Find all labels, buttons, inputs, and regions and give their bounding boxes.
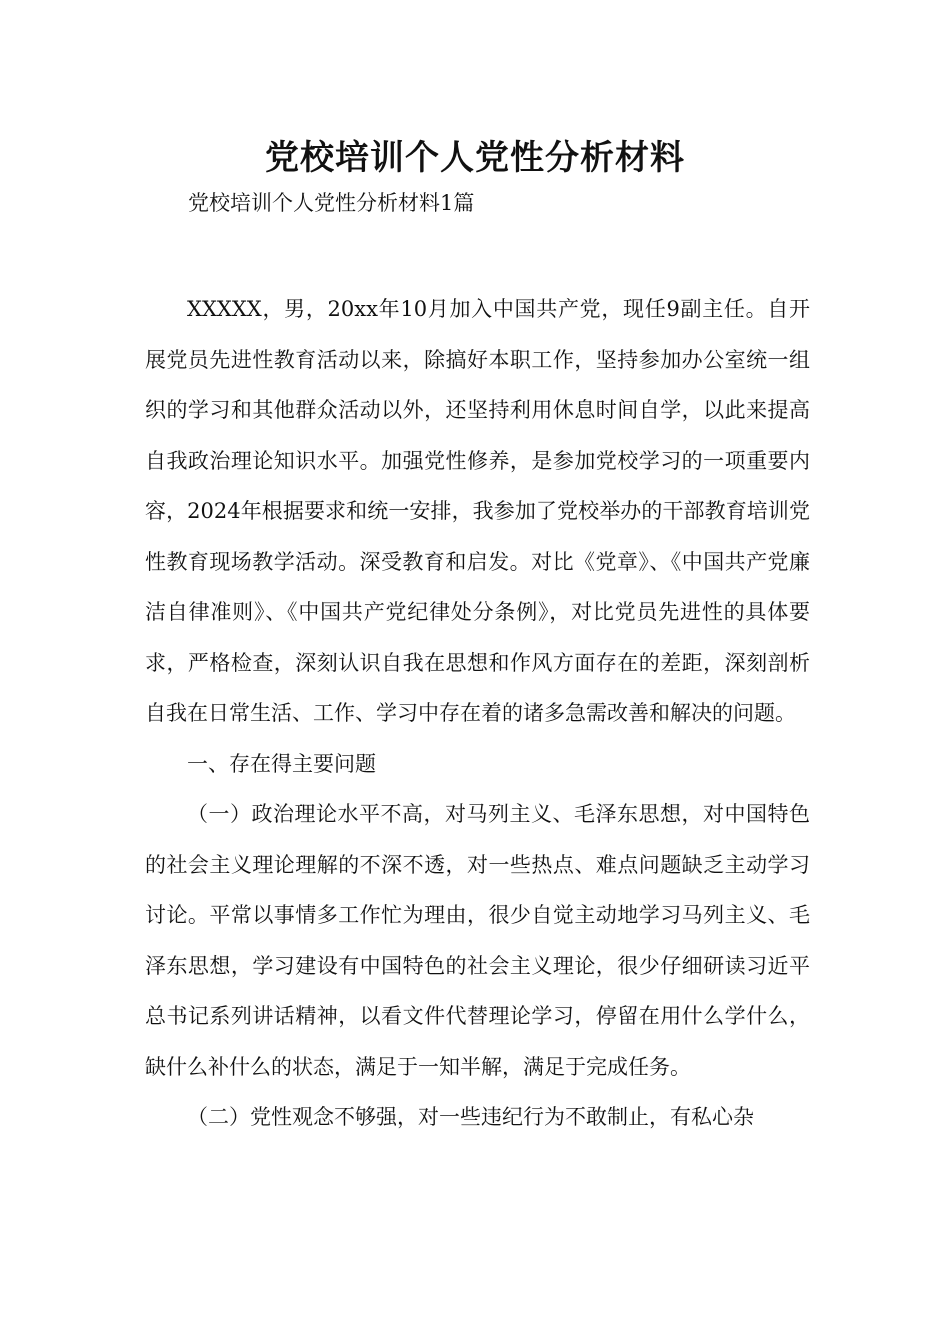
paragraph-issue-1: （一）政治理论水平不高，对马列主义、毛泽东思想，对中国特色的社会主义理论理解的不深不透，对一些热点、难点问题缺乏主动学习讨论。平常以事情多工作忙为理由，很少自觉主动地学习马列主义、毛泽东思想，学习建设有中国特色的社会主义理论，很少仔细研读习近平总书记系列讲话精神，以看文件代替理论学习，停留在用什么学什么，缺什么补什么的状态，满足于一知半解，满足于完成任务。 — [145, 802, 810, 1079]
document-title: 党校培训个人党性分析材料 — [265, 138, 685, 178]
document-subtitle: 党校培训个人党性分析材料1篇 — [188, 191, 475, 215]
paragraph-issue-2: （二）党性观念不够强，对一些违纪行为不敢制止，有私心杂 — [187, 1105, 754, 1129]
section-heading: 一、存在得主要问题 — [187, 751, 376, 776]
document-body — [145, 284, 810, 1143]
paragraph-intro: XXXXX，男，20xx年10月加入中国共产党，现任9副主任。自开展党员先进性教育活动以来，除搞好本职工作，坚持参加办公室统一组织的学习和其他群众活动以外，还坚持利用休息时间自学，以此来提高自我政治理论知识水平。加强党性修养，是参加党校学习的一项重要内容，2024年根据要求和统一安排，我参加了党校举办的干部教育培训党性教育现场教学活动。深受教育和启发。对比《党章》、《中国共产党廉洁自律准则》、《中国共产党纪律处分条例》，对比党员先进性的具体要求，严格检查，深刻认识自我在思想和作风方面存在的差距，深刻剖析自我在日常生活、工作、学习中存在着的诸多急需改善和解决的问题。 — [145, 297, 810, 725]
